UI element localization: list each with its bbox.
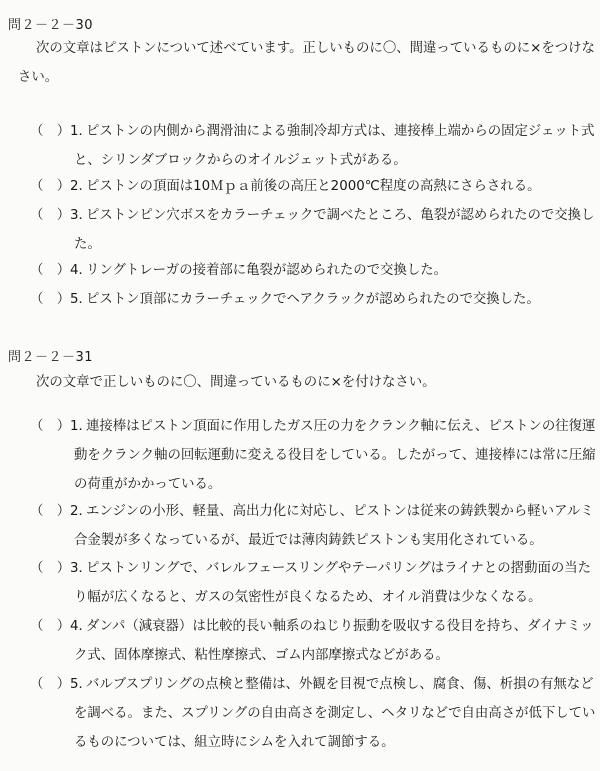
- answer-blank[interactable]: （ ）: [30, 561, 71, 576]
- item-number: 5．: [70, 292, 92, 307]
- answer-blank[interactable]: （ ）: [30, 208, 71, 223]
- answer-blank[interactable]: （ ）: [30, 263, 71, 278]
- item-number: 5．: [70, 677, 92, 692]
- answer-blank[interactable]: （ ）: [30, 124, 71, 139]
- intro-line: 次の文章で正しいものに〇、間違っているものに×を付けなさい。: [36, 375, 436, 390]
- answer-blank[interactable]: （ ）: [30, 504, 71, 519]
- item-number: 1．: [70, 124, 92, 139]
- statement-line: と、シリンダブロックからのオイルジェット式がある。: [74, 153, 407, 168]
- answer-blank[interactable]: （ ）: [30, 619, 71, 634]
- answer-blank[interactable]: （ ）: [30, 292, 71, 307]
- answer-blank[interactable]: （ ）: [30, 677, 71, 692]
- item-number: 2．: [70, 179, 92, 194]
- statement-line: ク式、固体摩擦式、粘性摩擦式、ゴム内部摩擦式などがある。: [74, 648, 449, 663]
- statement-line: リングトレーガの接着部に亀裂が認められたので交換した。: [86, 263, 448, 278]
- question-intro-2-2-31: [8, 368, 598, 397]
- statement-line: ピストンの内側から潤滑油による強制冷却方式は、連接棒上端からの固定ジェット式: [86, 124, 595, 139]
- statement-line: た。: [74, 237, 101, 252]
- statement-line: を調べる。また、スプリングの自由高さを測定し、ヘタリなどで自由高さが低下してい: [74, 706, 596, 721]
- item-number: 2．: [70, 504, 92, 519]
- statement-line: ダンパ（減衰器）は比較的長い軸系のねじり振動を吸収する役目を持ち、ダイナミッ: [86, 619, 594, 634]
- statement-line: るものについては、組立時にシムを入れて調節する。: [74, 735, 395, 750]
- item-number: 3．: [70, 561, 92, 576]
- question-intro-2-2-30: [8, 34, 598, 92]
- statement-line: ピストン頂部にカラーチェックでヘアクラックが認められたので交換した。: [86, 292, 540, 307]
- question-title-2-2-31: 問２－２－31: [8, 350, 94, 365]
- statement-line: バルブスプリングの点検と整備は、外観を目視で点検し、腐食、傷、析損の有無など: [86, 677, 594, 692]
- statement-line: ピストンリングで、バレルフェースリングやテーパリングはライナとの摺動面の当た: [86, 561, 592, 576]
- item-number: 4．: [70, 263, 92, 278]
- statement-line: 合金製が多くなっているが、最近では薄肉鋳鉄ピストンも実用化されている。: [74, 533, 543, 548]
- statement-line: エンジンの小形、軽量、高出力化に対応し、ピストンは従来の鋳鉄製から軽いアルミ: [86, 504, 594, 519]
- item-number: 3．: [70, 208, 92, 223]
- item-number: 1．: [70, 419, 92, 434]
- statement-line: ピストンの頂面は10Ｍｐａ前後の高圧と2000℃程度の高熱にさらされる。: [86, 179, 541, 194]
- answer-blank[interactable]: （ ）: [30, 179, 71, 194]
- statement-line: 連接棒はピストン頂面に作用したガス圧の力をクランク軸に伝え、ピストンの往復運: [86, 419, 596, 434]
- item-number: 4．: [70, 619, 92, 634]
- statement-line: り幅が広くなると、ガスの気密性が良くなるため、オイル消費は少なくなる。: [74, 590, 542, 605]
- statement-line: ピストンピン穴ボスをカラーチェックで調べたところ、亀裂が認められたので交換し: [86, 208, 595, 223]
- question-title-2-2-30: 問２－２－30: [8, 18, 94, 33]
- statement-line: の荷重がかかっている。: [74, 477, 222, 492]
- intro-line: さい。: [18, 70, 59, 85]
- statement-line: 動をクランク軸の回転運動に変える役目をしている。したがって、連接棒には常に圧縮: [74, 448, 596, 463]
- answer-blank[interactable]: （ ）: [30, 419, 71, 434]
- intro-line: 次の文章はピストンについて述べています。正しいものに〇、間違っているものに×をつけな: [36, 41, 595, 56]
